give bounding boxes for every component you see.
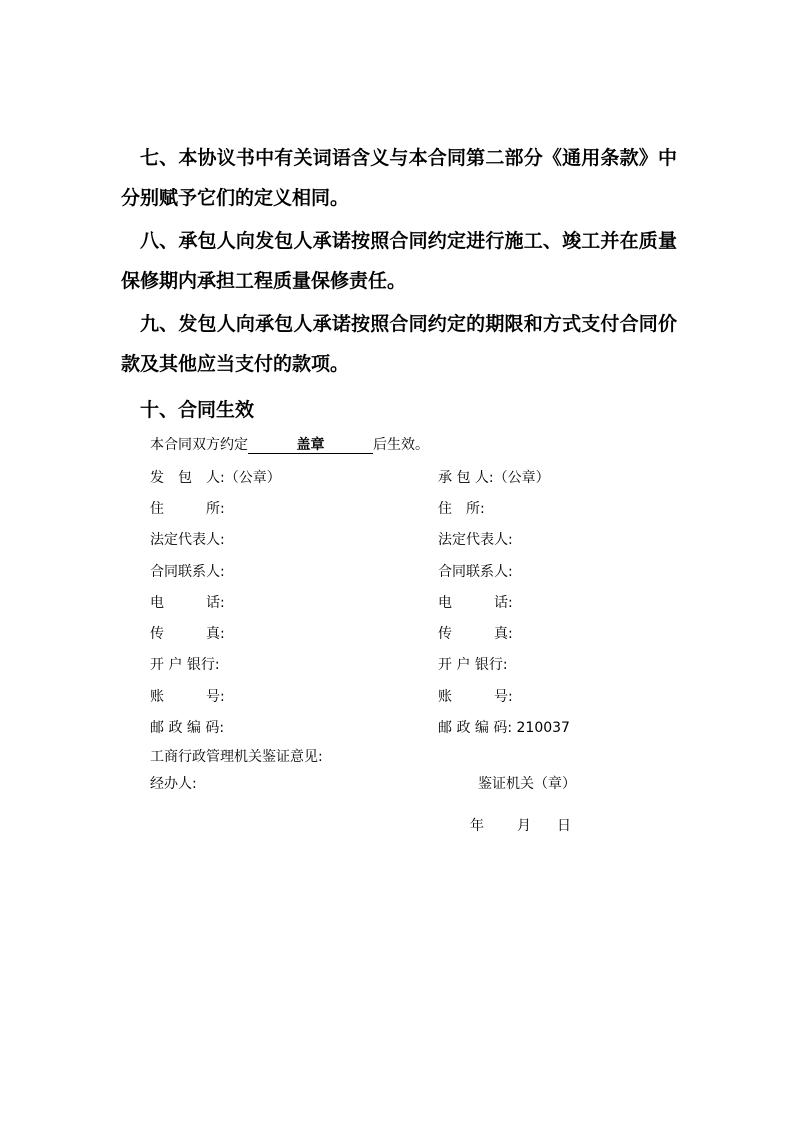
contractor-postcode-label: 邮 政 编 码: 210037 <box>438 720 570 736</box>
effect-value: 盖章 <box>248 437 373 454</box>
party-row-address <box>0 498 794 518</box>
contractor-account-label: 账 号: <box>438 689 513 705</box>
contractor-contact-label: 合同联系人: <box>438 564 513 580</box>
date-year: 年 <box>470 818 484 834</box>
date-day: 日 <box>557 818 571 834</box>
authority-handler: 经办人: <box>150 776 197 792</box>
contractor-legal-rep-label: 法定代表人: <box>438 532 513 548</box>
party-row-legal-rep <box>0 529 794 549</box>
issuer-postcode-label: 邮 政 编 码: <box>150 720 225 736</box>
issuer-label: 发 包 人:（公章） <box>150 470 281 486</box>
authority-opinion: 工商行政管理机关鉴证意见: <box>150 749 323 765</box>
clause-nine: 九、发包人向承包人承诺按照合同约定的期限和方式支付合同价款及其他应当支付的款项。 <box>121 313 677 375</box>
contractor-fax-label: 传 真: <box>438 626 513 642</box>
issuer-account-label: 账 号: <box>150 689 225 705</box>
party-row-seal <box>0 467 794 487</box>
effect-prefix: 本合同双方约定 <box>150 437 248 453</box>
contractor-address-label: 住 所: <box>438 501 485 517</box>
party-row-postcode <box>0 717 794 737</box>
party-row-bank <box>0 654 794 674</box>
clause-seven: 七、本协议书中有关词语含义与本合同第二部分《通用条款》中分别赋予它们的定义相同。 <box>121 147 677 209</box>
issuer-phone-label: 电 话: <box>150 595 225 611</box>
party-row-phone <box>0 592 794 612</box>
issuer-address-label: 住 所: <box>150 501 225 517</box>
issuer-bank-label: 开 户 银行: <box>150 657 220 673</box>
issuer-contact-label: 合同联系人: <box>150 564 225 580</box>
party-row-fax <box>0 623 794 643</box>
effect-sentence <box>150 436 429 454</box>
issuer-fax-label: 传 真: <box>150 626 225 642</box>
issuer-legal-rep-label: 法定代表人: <box>150 532 225 548</box>
authority-seal: 鉴证机关（章） <box>478 776 576 792</box>
clause-eight: 八、承包人向发包人承诺按照合同约定进行施工、竣工并在质量保修期内承担工程质量保修责任。 <box>121 230 677 292</box>
contractor-label: 承 包 人:（公章） <box>438 470 550 486</box>
date-month: 月 <box>517 818 531 834</box>
party-row-account <box>0 686 794 706</box>
party-row-contact <box>0 561 794 581</box>
contractor-bank-label: 开 户 银行: <box>438 657 508 673</box>
effect-suffix: 后生效。 <box>373 437 429 453</box>
section-ten-heading: 十、合同生效 <box>140 399 255 421</box>
contractor-phone-label: 电 话: <box>438 595 513 611</box>
